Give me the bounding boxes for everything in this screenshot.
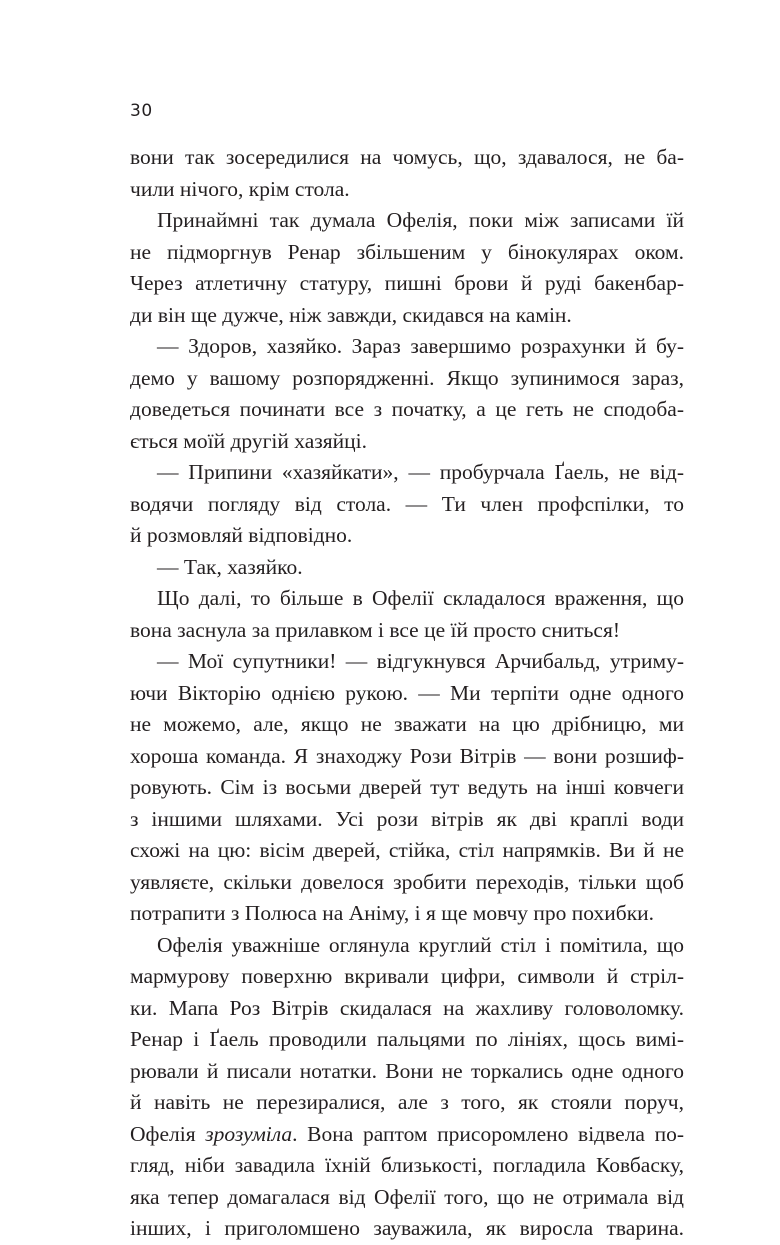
text-line: потрапити з Полюса на Аніму, і я ще мовчу про похибки. [130, 901, 655, 925]
text-line: — Так, хазяйко. [157, 554, 303, 579]
text-line: доведеться починати все з початку, а це геть не сподоба- [130, 397, 684, 421]
text-line: уявляєте, скільки довелося зробити переходів, тільки щоб [130, 869, 684, 894]
text-line: й розмовляй відповідно. [130, 523, 353, 547]
text-line: — Мої супутники! — відгукнувся Арчибальд, утриму- [157, 649, 684, 673]
text-line: мармурову поверхню вкривали цифри, символи й стріл- [130, 964, 684, 988]
text-line: й навіть не перезиралися, але з того, як стояли поруч, [130, 1090, 684, 1114]
text-line: інших, і приголомшено зауважила, як виросла тварина. [130, 1216, 684, 1240]
text-line: Ренар і Ґаель проводили пальцями по лініях, щось вимі- [130, 1027, 684, 1051]
text-line: рювали й писали нотатки. Вони не торкались одне одного [130, 1058, 684, 1083]
page-number: 30 [130, 101, 153, 121]
text-line: Офелія уважніше оглянула круглий стіл і помітила, що [157, 932, 684, 957]
text-line: ки. Мапа Роз Вітрів скидалася на жахливу головоломку. [130, 995, 684, 1020]
text-line: демо у вашому розпорядженні. Якщо зупинимося зараз, [130, 365, 684, 390]
text-line: водячи погляду від стола. — Ти член профспілки, то [130, 491, 684, 516]
text-line: хороша команда. Я знаходжу Рози Вітрів — вони розшиф- [130, 743, 684, 768]
text-line: Що далі, то більше в Офелії складалося враження, що [157, 586, 684, 610]
italic-word: зрозуміла [205, 1121, 293, 1146]
text-line: з іншими шляхами. Усі рози вітрів як дві краплі води [130, 806, 684, 831]
text-segment: Офелія [130, 1121, 206, 1146]
text-line [130, 1119, 684, 1151]
text-line: не можемо, але, якщо не зважати на цю дрібницю, ми [130, 712, 684, 736]
text-line: не підморгнув Ренар збільшеним у бінокулярах оком. [130, 239, 684, 264]
body-text [130, 142, 684, 1245]
text-line: Через атлетичну статуру, пишні брови й руді бакенбар- [130, 271, 684, 295]
text-line: Принаймні так думала Офелія, поки між записами їй [157, 208, 684, 232]
text-line: схожі на цю: вісім дверей, стійка, стіл напрямків. Ви й не [130, 838, 684, 862]
text-line: — Припини «хазяйкати», — пробурчала Ґаель, не від- [157, 460, 684, 484]
text-line: яка тепер домагалася від Офелії того, що не отримала від [130, 1184, 684, 1209]
text-line: — Здоров, хазяйко. Зараз завершимо розрахунки й бу- [157, 334, 684, 358]
text-line: ровують. Сім із восьми дверей тут ведуть на інші ковчеги [130, 775, 684, 799]
text-line: ючи Вікторію однією рукою. — Ми терпіти одне одного [130, 680, 684, 705]
text-line: ється моїй другій хазяйці. [130, 428, 368, 453]
text-line: чили нічого, крім стола. [130, 176, 350, 201]
text-line: вона заснула за прилавком і все це їй просто сниться! [130, 617, 621, 642]
text-line: ди він ще дужче, ніж завжди, скидався на камін. [130, 302, 572, 327]
text-line: гляд, ніби завадила їхній близькості, погладила Ковбаску, [130, 1153, 684, 1177]
text-line: вони так зосередилися на чомусь, що, здавалося, не ба- [130, 145, 684, 169]
text-segment: . Вона раптом присоромлено відвела по- [292, 1121, 685, 1146]
